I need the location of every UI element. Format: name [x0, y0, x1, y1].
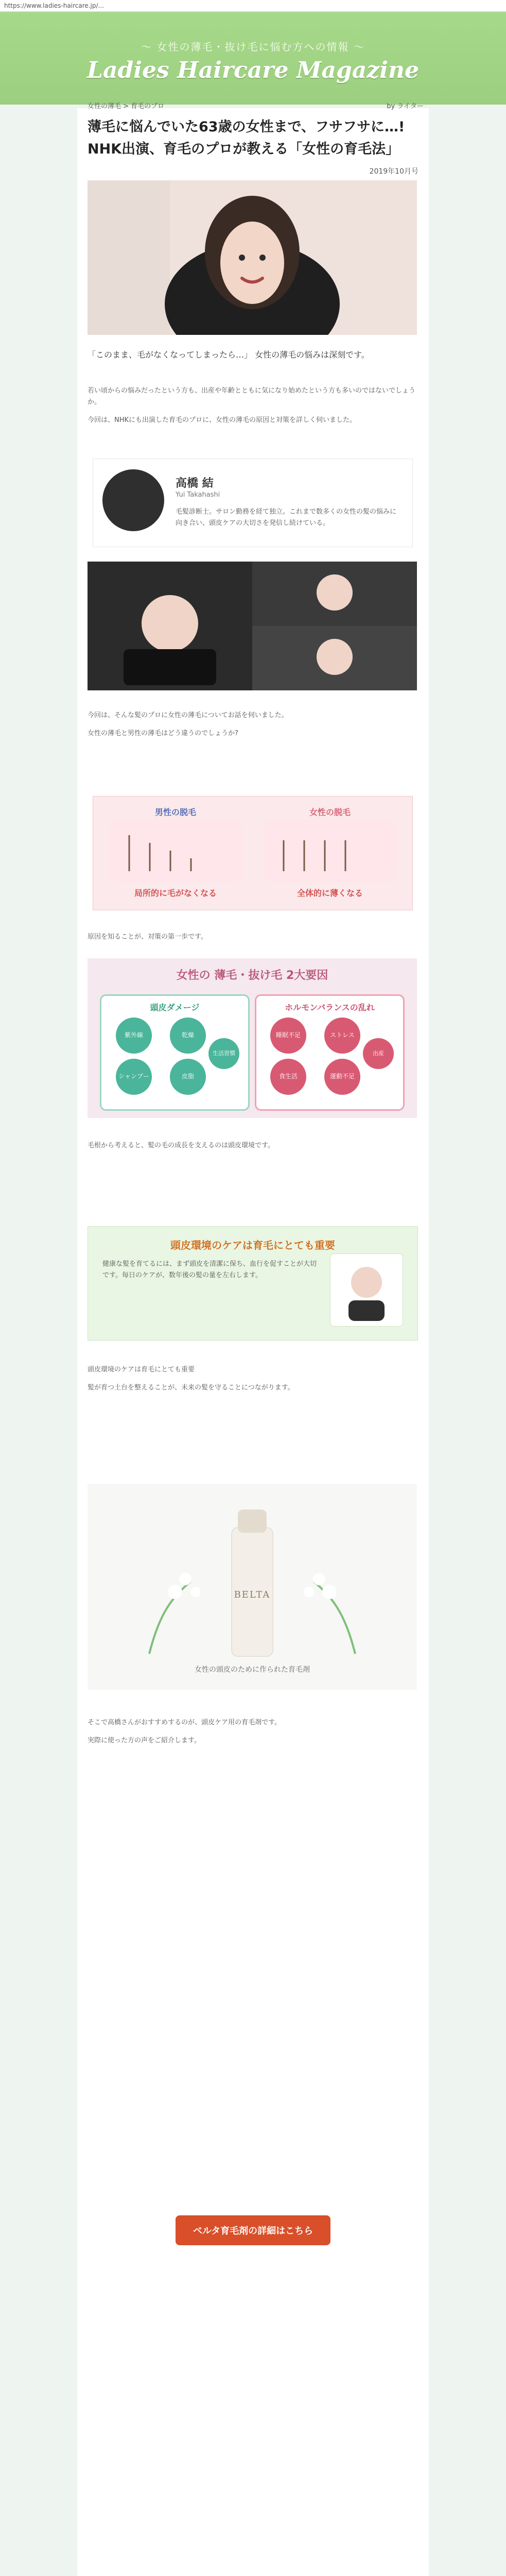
section-1-text: 今回は、そんな髪のプロに女性の薄毛についてお話を伺いました。: [88, 711, 288, 719]
expert-name: 高橋 結: [176, 477, 214, 490]
quote-photo: [330, 1253, 403, 1327]
section-6-text: 髪が育つ土台を整えることが、未来の髪を守ることにつながります。: [88, 1384, 294, 1392]
infographic: [88, 958, 417, 1118]
section-7: [88, 1710, 418, 1753]
bubble-right-4: [324, 1059, 360, 1095]
salon-photo-strip: [88, 562, 417, 690]
bubble-left-1-label: 紫外線: [124, 1031, 143, 1039]
female-diagram-title: 女性の脱毛: [309, 807, 351, 817]
bubble-left-5-label: 生活習慣: [213, 1050, 235, 1057]
hormone-title: ホルモンバランスの乱れ: [285, 1003, 375, 1012]
author: by ライター: [387, 103, 424, 110]
bubble-left-3: [116, 1059, 152, 1095]
infographic-title: 女性の 薄毛・抜け毛 2大要因: [176, 969, 328, 982]
quote-body: 健康な髪を育てるには、まず頭皮を清潔に保ち、血行を促すことが大切です。毎日のケアが、数年後の髪の量を左右します。: [102, 1260, 317, 1280]
bubble-left-3-label: シャンプー: [118, 1073, 149, 1080]
male-diagram-title: 男性の脱毛: [154, 807, 196, 817]
expert-avatar: [102, 469, 164, 531]
female-desc: 全体的に薄くなる: [296, 888, 363, 898]
quote-box: [88, 1226, 418, 1341]
quote-headline: 頭皮環境のケアは育毛にとても重要: [170, 1239, 335, 1251]
section-1: [88, 703, 418, 746]
intro-paragraph-2: 今回は、NHKにも出演した育毛のプロに、女性の薄毛の原因と対策を詳しく伺いました。: [88, 416, 357, 425]
article-title: 薄毛に悩んでいた63歳の女性まで、フサフサに…! NHK出演、育毛のプロが教える「女性の育毛法」: [88, 119, 405, 158]
bubble-right-1-label: 睡眠不足: [275, 1031, 301, 1039]
expert-card: [93, 459, 413, 547]
cta: [88, 2215, 418, 2245]
section-3-text: 原因を知ることが、対策の第一歩です。: [88, 933, 207, 941]
hair-follicle-diagram: [109, 820, 397, 882]
bubble-left-5: [208, 1038, 239, 1069]
bubble-left-2: [170, 1018, 206, 1054]
hero-photo: [88, 180, 417, 335]
section-7-text: そこで高橋さんがおすすめするのが、頭皮ケア用の育毛剤です。: [88, 1719, 282, 1726]
site-header: [0, 12, 506, 105]
expert-sub: Yui Takahashi: [176, 491, 220, 499]
bubble-right-2: [324, 1018, 360, 1054]
hero-illustration: [88, 180, 417, 335]
product-name: BELTA: [234, 1589, 271, 1600]
bubble-right-4-label: 運動不足: [329, 1073, 355, 1080]
bubble-left-1: [116, 1018, 152, 1054]
site-tagline: 〜 女性の薄毛・抜け毛に悩む方への情報 〜: [141, 41, 365, 53]
section-5-text: 頭皮環境のケアは育毛にとても重要: [88, 1366, 195, 1374]
section-3: [88, 925, 418, 950]
product-image: [88, 1484, 417, 1690]
section-8-text: 実際に使った方の声をご紹介します。: [88, 1737, 201, 1745]
hairloss-comparison: [93, 796, 413, 910]
expert-profile: 毛髪診断士。サロン勤務を経て独立。これまで数多くの女性の髪の悩みに向き合い、頭皮ケアの大切さを発信し続けている。: [176, 508, 397, 528]
intro-paragraph-1: 若い頃からの悩みだったという方も、出産や年齢とともに気になり始めたという方も多いのではないでしょうか。: [88, 387, 416, 406]
bubble-left-4: [170, 1059, 206, 1095]
bubble-right-2-label: ストレス: [330, 1031, 355, 1039]
quote-illustration: [330, 1254, 403, 1326]
bubble-left-2-label: 乾燥: [181, 1031, 194, 1039]
lead: [88, 348, 418, 363]
cta-button[interactable]: ベルタ育毛剤の詳細はこちら: [176, 2215, 330, 2245]
site-logo-text[interactable]: Ladies Haircare Magazine: [87, 57, 419, 83]
bubble-right-3-label: 食生活: [278, 1073, 298, 1080]
bubble-left-4-label: 皮脂: [181, 1073, 194, 1080]
product-visual: [88, 1484, 417, 1690]
salon-photos: [88, 562, 417, 690]
product-desc: 女性の頭皮のために作られた育毛剤: [195, 1666, 310, 1674]
scalp-damage-title: 頭皮ダメージ: [150, 1003, 200, 1012]
section-4-text: 毛根から考えると、髪の毛の成長を支えるのは頭皮環境です。: [88, 1142, 274, 1149]
section-2-text: 女性の薄毛と男性の薄毛はどう違うのでしょうか?: [88, 730, 238, 738]
bubble-right-1: [270, 1018, 306, 1054]
article-date: 2019年10月号: [369, 167, 418, 176]
url-bar[interactable]: https://www.ladies-haircare.jp/...: [0, 0, 506, 12]
lead-text: 「このまま、毛がなくなってしまったら…」 女性の薄毛の悩みは深刻です。: [88, 350, 370, 360]
title-block: [88, 116, 418, 160]
intro-paragraphs: [88, 379, 418, 433]
section-4: [88, 1133, 418, 1158]
bubble-right-3: [270, 1059, 306, 1095]
bubble-right-5: [363, 1038, 394, 1069]
bubble-right-5-label: 出産: [373, 1050, 384, 1057]
male-desc: 局所的に毛がなくなる: [134, 888, 217, 898]
section-5: [88, 1358, 418, 1400]
breadcrumb[interactable]: 女性の薄毛 > 育毛のプロ: [88, 103, 165, 110]
